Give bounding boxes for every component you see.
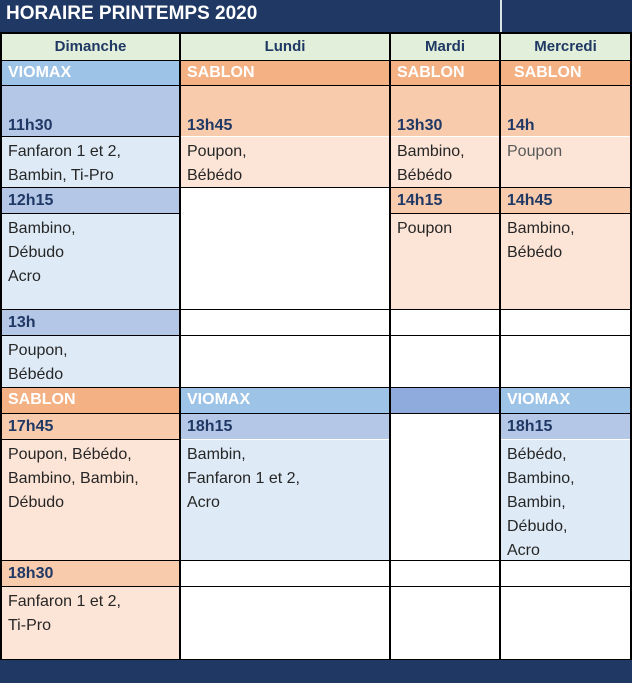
- group-line: Poupon: [507, 143, 563, 160]
- grid-col-divider: [179, 32, 181, 660]
- grid-row-line: [0, 213, 181, 214]
- group-line: Bambino,: [8, 220, 76, 237]
- group-line: Bambino,: [507, 220, 575, 237]
- grid-row-line: [0, 32, 632, 34]
- group-line: Débudo: [8, 494, 65, 511]
- mardi-groups-2: [391, 214, 499, 309]
- group-line: Fanfaron 1 et 2,: [8, 143, 121, 160]
- dimanche-location-viomax: VIOMAX: [2, 61, 179, 85]
- title-divider: [500, 0, 502, 32]
- grid-row-line: [0, 85, 632, 86]
- grid-col-divider: [389, 32, 391, 660]
- mercredi-empty-1: [501, 310, 630, 387]
- grid-row-line: [0, 187, 632, 188]
- dimanche-time-5: 18h30: [2, 561, 179, 586]
- group-line: Poupon,: [8, 342, 68, 359]
- group-line: Bébédo: [397, 167, 453, 184]
- group-line: Bébédo: [507, 244, 563, 261]
- mardi-location-blank: [391, 388, 499, 413]
- header-dimanche: Dimanche: [2, 34, 179, 60]
- lundi-empty-1: [181, 188, 389, 387]
- grid-row-line: [0, 413, 632, 414]
- group-line: Acro: [187, 494, 220, 511]
- grid-border-left: [0, 32, 2, 660]
- group-line: Bambin,: [187, 446, 246, 463]
- mercredi-groups-3: [501, 440, 630, 560]
- grid-row-line: [389, 213, 632, 214]
- dimanche-groups-4: [2, 440, 179, 560]
- group-line: Poupon,: [187, 143, 247, 160]
- lundi-location-viomax: VIOMAX: [181, 388, 389, 413]
- group-line: Fanfaron 1 et 2,: [8, 593, 121, 610]
- mercredi-time-3: 18h15: [501, 414, 630, 439]
- lundi-groups-1: [181, 137, 389, 187]
- mercredi-empty-2: [501, 561, 630, 659]
- dimanche-location-sablon: SABLON: [2, 388, 179, 413]
- header-mardi: Mardi: [391, 34, 499, 60]
- group-line: Fanfaron 1 et 2,: [187, 470, 300, 487]
- group-line: Débudo: [8, 244, 65, 261]
- group-line: Acro: [507, 542, 540, 559]
- group-line: Bambin,: [507, 494, 566, 511]
- grid-row-line: [0, 387, 632, 388]
- mercredi-location-viomax: VIOMAX: [501, 388, 630, 413]
- group-line: Bébédo: [187, 167, 243, 184]
- footer-bar: [0, 660, 632, 683]
- dimanche-groups-2: [2, 214, 179, 309]
- mercredi-location-sablon: SABLON: [501, 61, 630, 85]
- page-title: HORAIRE PRINTEMPS 2020: [6, 3, 258, 24]
- mercredi-groups-1: [501, 137, 630, 187]
- dimanche-groups-3: [2, 336, 179, 387]
- grid-row-line: [0, 586, 632, 587]
- mardi-groups-1: [391, 137, 499, 187]
- mardi-empty-2: [391, 414, 499, 659]
- dimanche-time-4: 17h45: [2, 414, 179, 439]
- dimanche-time-3: 13h: [2, 310, 179, 335]
- mardi-time-2: 14h15: [391, 188, 499, 213]
- mercredi-time-2: 14h45: [501, 188, 630, 213]
- group-line: Ti-Pro: [8, 617, 51, 634]
- dimanche-groups-1: [2, 137, 179, 187]
- mardi-empty-1: [391, 310, 499, 387]
- grid-row-line: [0, 560, 632, 561]
- grid-col-divider: [499, 32, 501, 660]
- header-mercredi: Mercredi: [501, 34, 630, 60]
- grid-row-line: [0, 439, 181, 440]
- header-lundi: Lundi: [181, 34, 389, 60]
- group-line: Bambino,: [397, 143, 465, 160]
- mardi-time-1: 13h30: [391, 86, 499, 136]
- lundi-location-sablon: SABLON: [181, 61, 389, 85]
- group-line: Bambino,: [507, 470, 575, 487]
- group-line: Bambin, Ti-Pro: [8, 167, 114, 184]
- lundi-time-1: 13h45: [181, 86, 389, 136]
- lundi-empty-2: [181, 561, 389, 659]
- grid-row-line: [0, 60, 632, 61]
- group-line: Bambino, Bambin,: [8, 470, 139, 487]
- dimanche-time-2: 12h15: [2, 188, 179, 213]
- mercredi-groups-2: [501, 214, 630, 309]
- group-line: Bébédo: [8, 366, 64, 383]
- mardi-location-sablon: SABLON: [391, 61, 499, 85]
- dimanche-groups-5: [2, 587, 179, 659]
- lundi-groups-2: [181, 440, 389, 560]
- group-line: Poupon: [397, 220, 453, 237]
- group-line: Débudo,: [507, 518, 568, 535]
- grid-row-line: [0, 136, 181, 137]
- mercredi-time-1: 14h: [501, 86, 630, 136]
- grid-row-line: [0, 309, 632, 310]
- lundi-time-2: 18h15: [181, 414, 389, 439]
- group-line: Bébédo,: [507, 446, 567, 463]
- group-line: Poupon, Bébédo,: [8, 446, 132, 463]
- grid-row-line: [0, 335, 632, 336]
- dimanche-time-1: 11h30: [2, 86, 179, 136]
- group-line: Acro: [8, 268, 41, 285]
